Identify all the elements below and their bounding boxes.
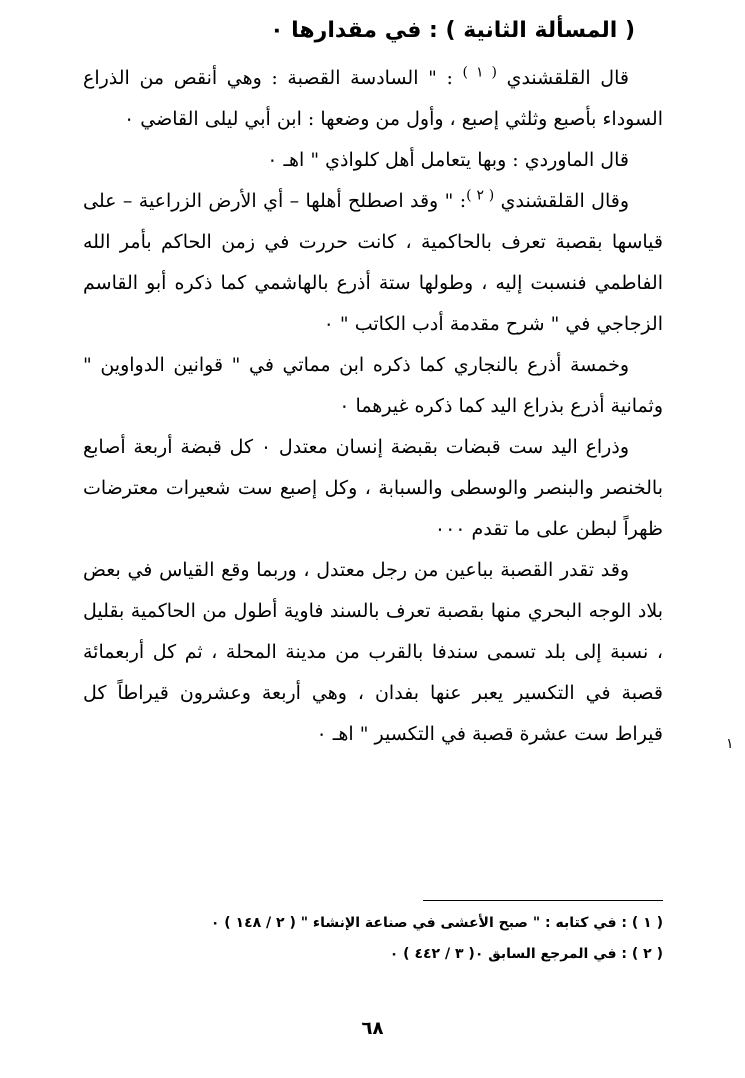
page-number: ٦٨: [361, 1018, 384, 1039]
paragraph-4: وخمسة أذرع بالنجاري كما ذكره ابن مماتي في " قوانين الدواوين " وثمانية أذرع بذراع اليد كما ذكره غيرهما ٠: [83, 354, 663, 417]
footnote-ref-1: ( ١ ): [462, 64, 497, 81]
footnotes: [103, 908, 663, 970]
footnote-2: ( ٢ ) : في المرجع السابق ٠( ٣ / ٤٤٢ ) ٠: [389, 946, 663, 962]
footnote-1: ( ١ ) : في كتابه : " صبح الأعشى في صناعة الإنشاء " ( ٢ / ١٤٨ ) ٠: [210, 915, 663, 931]
paragraph-5: وذراع اليد ست قبضات بقبضة إنسان معتدل ٠ كل قبضة أربعة أصابع بالخنصر والبنصر والوسطى والسبابة ، وكل إصبع ست شعيرات معترضات ظهراً لبطن على ما تقدم ٠٠٠: [83, 436, 663, 540]
footnote-divider: [423, 900, 663, 901]
paragraph-3: [83, 181, 663, 345]
paragraph-6: وقد تقدر القصبة بباعين من رجل معتدل ، وربما وقع القياس في بعض بلاد الوجه البحري منها بقصبة تعرف بالسند فاوية أطول من الحاكمية بقليل ، نسبة إلى بلد تسمى سندفا بالقرب من مدينة المحلة ، ثم كل أربعمائة قصبة في التكسير يعبر عنها بفدان ، وهي أربعة وعشرون قيراطاً كل قيراط ست عشرة قصبة في التكسير " اهـ ٠: [83, 559, 663, 745]
body-text: [83, 58, 663, 755]
margin-mark: ١: [726, 736, 734, 752]
paragraph-1-text: : " السادسة القصبة : وهي أنقص من الذراع السوداء بأصبع وثلثي إصبع ، وأول من وضعها : ابن أبي ليلى القاضي ٠: [83, 67, 663, 130]
section-heading: ( المسألة الثانية ) : في مقدارها ٠: [270, 18, 635, 43]
paragraph-1-lead: قال القلقشندي: [496, 67, 629, 89]
paragraph-3-lead: وقال القلقشندي: [494, 190, 630, 212]
paragraph-3-text: : " وقد اصطلح أهلها – أي الأرض الزراعية – على قياسها بقصبة تعرف بالحاكمية ، كانت حررت في زمن الحاكم بأمر الله الفاطمي فنسبت إليه ، وطولها ستة أذرع بالهاشمي كما ذكره أبو القاسم الزجاجي في " شرح مقدمة أدب الكاتب " ٠: [83, 190, 663, 335]
paragraph-2: قال الماوردي : وبها يتعامل أهل كلواذي " اهـ ٠: [267, 149, 629, 171]
footnote-ref-2: ( ٢ ): [466, 187, 495, 204]
paragraph-1: [83, 58, 663, 140]
